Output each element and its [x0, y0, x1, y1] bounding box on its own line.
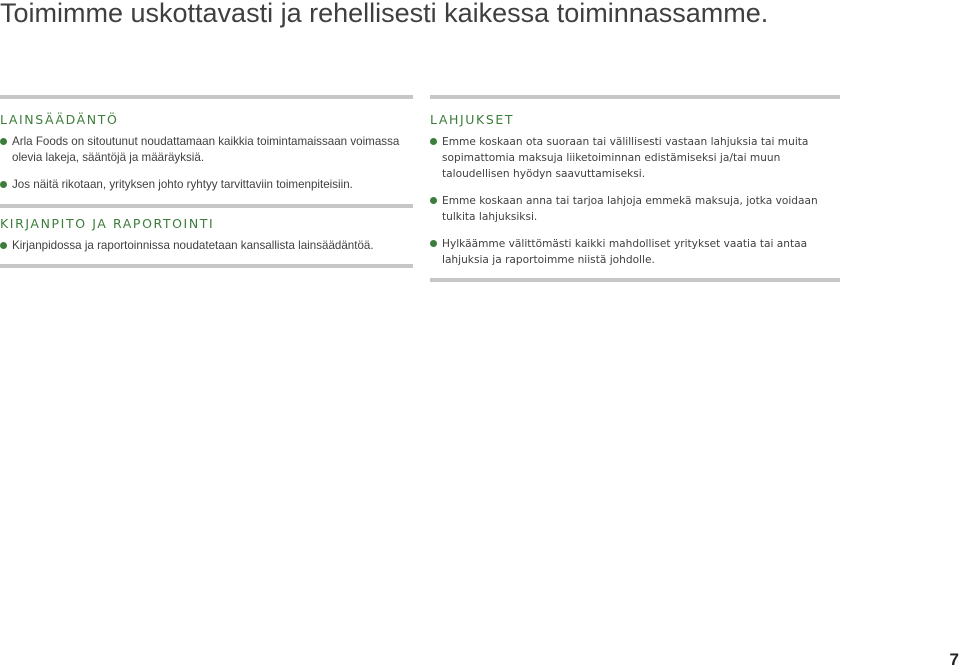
section-divider	[0, 204, 413, 208]
left-column	[0, 95, 413, 268]
right-column	[430, 95, 840, 282]
list-item-text: Jos näitä rikotaan, yrityksen johto ryhtyy tarvittaviin toimenpiteisiin.	[12, 178, 353, 191]
bullet-icon	[0, 138, 7, 145]
list-item-text: Arla Foods on sitoutunut noudattamaan kaikkia toimintamaissaan voimassa olevia lakeja, sääntöjä ja määräyksiä.	[12, 135, 400, 164]
list-item	[430, 134, 840, 182]
list-item-text: Kirjanpidossa ja raportoinnissa noudatetaan kansallista lainsäädäntöä.	[12, 239, 374, 252]
list-item	[430, 236, 840, 268]
bullet-list-lainsaadanto	[0, 134, 413, 193]
section-divider	[430, 278, 840, 282]
section-divider	[0, 264, 413, 268]
list-item-text: Hylkäämme välittömästi kaikki mahdolliset yritykset vaatia tai antaa lahjuksia ja raportoimme niistä johdolle.	[442, 238, 808, 266]
bullet-list-kirjanpito	[0, 238, 413, 254]
page-number: 7	[949, 650, 959, 669]
bullet-icon	[430, 197, 437, 204]
list-item	[0, 177, 413, 193]
bullet-icon	[430, 138, 437, 145]
section-heading-lainsaadanto: LAINSÄÄDÄNTÖ	[0, 112, 119, 127]
section-heading-kirjanpito: KIRJANPITO JA RAPORTOINTI	[0, 216, 215, 231]
list-item	[0, 238, 413, 254]
bullet-icon	[0, 181, 7, 188]
page-title: Toimimme uskottavasti ja rehellisesti kaikessa toiminnassamme.	[0, 0, 769, 28]
list-item-text: Emme koskaan ota suoraan tai välillisesti vastaan lahjuksia tai muita sopimattomia maksuja liiketoiminnan edistämiseksi ja/tai muun taloudellisen hyödyn saavuttamiseksi.	[442, 136, 809, 180]
section-divider	[0, 95, 413, 99]
bullet-icon	[430, 240, 437, 247]
bullet-icon	[0, 242, 7, 249]
section-divider	[430, 95, 840, 99]
bullet-list-lahjukset	[430, 134, 840, 268]
list-item-text: Emme koskaan anna tai tarjoa lahjoja emmekä maksuja, jotka voidaan tulkita lahjuksiksi.	[442, 195, 818, 223]
list-item	[0, 134, 413, 166]
section-heading-lahjukset: LAHJUKSET	[430, 112, 515, 127]
list-item	[430, 193, 840, 225]
